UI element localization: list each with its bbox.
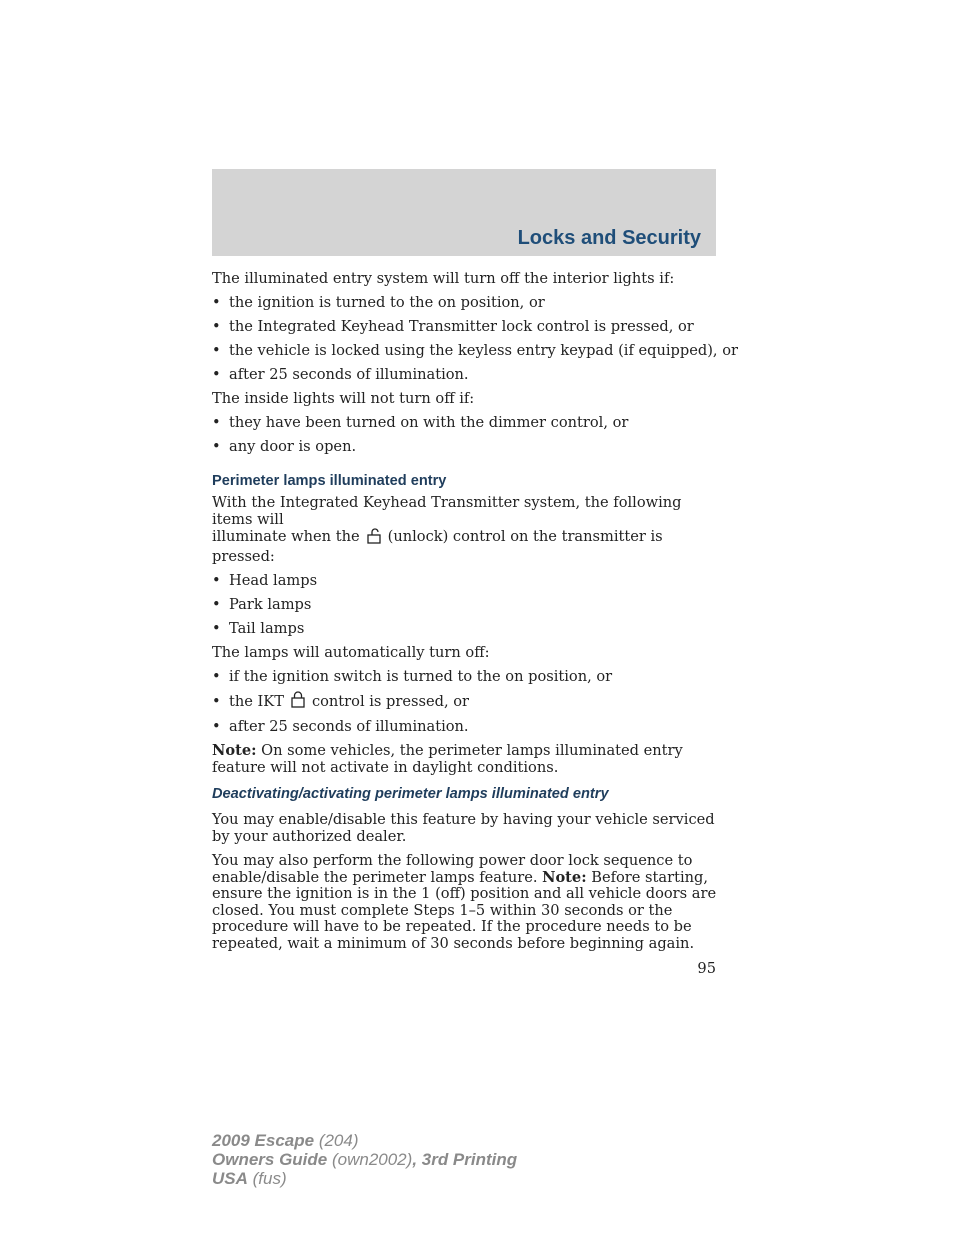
footer-line: 2009 Escape (204) — [212, 1131, 359, 1150]
list-item: • if the ignition switch is turned to the on position, or — [212, 667, 613, 685]
list-item: • they have been turned on with the dimmer control, or — [212, 413, 629, 431]
intro-text: The lamps will automatically turn off: — [212, 643, 490, 661]
footer-line: USA (fus) — [212, 1169, 287, 1188]
bullet-icon: • — [212, 341, 221, 359]
list-item: • any door is open. — [212, 437, 357, 455]
list-item: • after 25 seconds of illumination. — [212, 717, 469, 735]
list-item: • Park lamps — [212, 595, 312, 613]
bullet-icon: • — [212, 413, 221, 431]
bullet-icon: • — [212, 595, 221, 613]
footer — [212, 1131, 517, 1188]
bullet-icon: • — [212, 717, 221, 735]
subsection-heading: Deactivating/activating perimeter lamps illuminated entry — [212, 786, 609, 802]
list-item: • the ignition is turned to the on position, or — [212, 293, 545, 311]
paragraph: You may enable/disable this feature by having your vehicle serviced by your authorized dealer. — [212, 811, 715, 845]
paragraph: You may also perform the following power door lock sequence to enable/disable the perimeter lamps feature. Note: Before starting, ensure the ignition is in the 1 (off) position and all vehicle doors are closed. You must complete Steps 1–5 within 30 seconds or the procedure will have to be repeated. If the procedure needs to be repeated, wait a minimum of 30 seconds before beginning again. — [212, 852, 717, 952]
intro-text: The illuminated entry system will turn off the interior lights if: — [212, 269, 675, 287]
list-item: • after 25 seconds of illumination. — [212, 365, 469, 383]
subsection-heading: Perimeter lamps illuminated entry — [212, 472, 447, 489]
list-item: • Tail lamps — [212, 619, 305, 637]
note-paragraph: Note: On some vehicles, the perimeter lamps illuminated entry feature will not activate in daylight conditions. — [212, 742, 683, 776]
list-item: • the vehicle is locked using the keyless entry keypad (if equipped), or — [212, 341, 738, 359]
bullet-icon: • — [212, 667, 221, 685]
bullet-icon: • — [212, 437, 221, 455]
list-item: • the Integrated Keyhead Transmitter lock control is pressed, or — [212, 317, 694, 335]
section-header-band — [212, 169, 716, 256]
intro-text: The inside lights will not turn off if: — [212, 389, 475, 407]
bullet-icon: • — [212, 365, 221, 383]
lock-icon — [290, 691, 306, 713]
footer-line: Owners Guide (own2002), 3rd Printing — [212, 1150, 518, 1169]
section-title: Locks and Security — [517, 227, 701, 249]
bullet-icon: • — [212, 571, 221, 589]
bullet-icon: • — [212, 692, 221, 710]
list-item: • the IKT control is pressed, or — [212, 689, 718, 715]
paragraph: With the Integrated Keyhead Transmitter system, the following items will illuminate when the (unlock) control on the transmitter is pressed: — [212, 494, 682, 565]
bullet-icon: • — [212, 619, 221, 637]
unlock-icon — [366, 528, 382, 549]
page-content — [212, 267, 738, 952]
page-number: 95 — [697, 960, 716, 977]
bullet-icon: • — [212, 317, 221, 335]
list-item: • Head lamps — [212, 571, 318, 589]
bullet-icon: • — [212, 293, 221, 311]
